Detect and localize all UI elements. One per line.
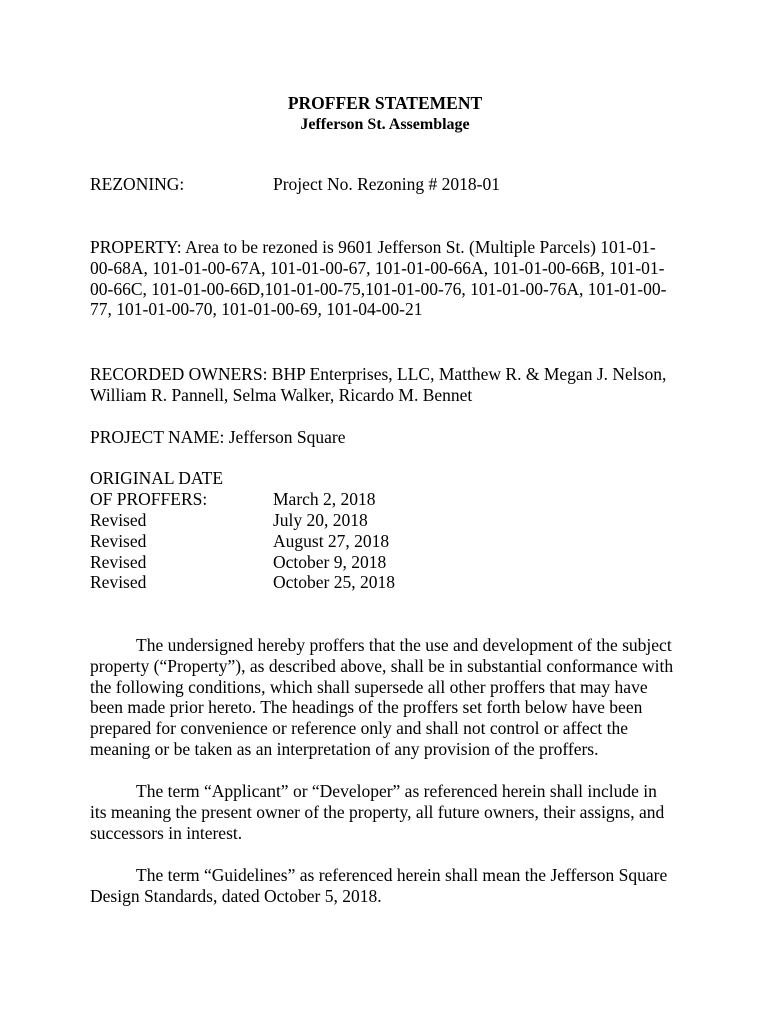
body-paragraph xyxy=(90,781,690,843)
date-row-label: Revised xyxy=(90,510,147,530)
body-paragraph xyxy=(90,635,690,760)
paragraph-line: its meaning the present owner of the property, all future owners, their assigns, and xyxy=(90,801,665,822)
paragraph-line: The term “Guidelines” as referenced herein shall mean the Jefferson Square xyxy=(136,865,668,885)
date-row-date: July 20, 2018 xyxy=(273,510,368,530)
property-line: 77, 101-01-00-70, 101-01-00-69, 101-04-00-21 xyxy=(90,299,423,320)
dates-heading: ORIGINAL DATE xyxy=(90,468,224,488)
project-name: PROJECT NAME: Jefferson Square xyxy=(90,427,346,447)
date-row-label: Revised xyxy=(90,572,147,592)
property-line: PROPERTY: Area to be rezoned is 9601 Jefferson St. (Multiple Parcels) 101-01- xyxy=(90,237,656,257)
rezoning-value: Project No. Rezoning # 2018-01 xyxy=(273,174,500,194)
paragraph-line: the following conditions, which shall supersede all other proffers that may have xyxy=(90,676,648,697)
paragraph-line: Design Standards, dated October 5, 2018. xyxy=(90,885,382,906)
paragraph-line: been made prior hereto. The headings of the proffers set forth below have been xyxy=(90,697,643,718)
owners-line: RECORDED OWNERS: BHP Enterprises, LLC, Matthew R. & Megan J. Nelson, xyxy=(90,364,667,384)
document-title: PROFFER STATEMENT xyxy=(287,93,483,113)
paragraph-line: The undersigned hereby proffers that the use and development of the subject xyxy=(136,635,672,655)
paragraph-line: prepared for convenience or reference only and shall not control or affect the xyxy=(90,718,629,739)
date-row-date: October 9, 2018 xyxy=(273,552,387,572)
paragraph-line: successors in interest. xyxy=(90,822,243,843)
date-row-label: Revised xyxy=(90,552,147,572)
property-line: 00-68A, 101-01-00-67A, 101-01-00-67, 101-01-00-66A, 101-01-00-66B, 101-01- xyxy=(90,257,665,278)
body-paragraph xyxy=(90,865,690,907)
date-row-label: OF PROFFERS: xyxy=(90,489,208,509)
property-line: 00-66C, 101-01-00-66D,101-01-00-75,101-01-00-76, 101-01-00-76A, 101-01-00- xyxy=(90,278,667,299)
date-row-date: October 25, 2018 xyxy=(273,572,395,592)
paragraph-line: The term “Applicant” or “Developer” as referenced herein shall include in xyxy=(136,781,657,801)
owners-section xyxy=(90,364,690,406)
paragraph-line: property (“Property”), as described above, shall be in substantial conformance with xyxy=(90,655,674,676)
document-subtitle: Jefferson St. Assemblage xyxy=(300,116,470,133)
date-row-label: Revised xyxy=(90,531,147,551)
paragraph-line: meaning or be taken as an interpretation of any provision of the proffers. xyxy=(90,738,599,759)
date-row-date: March 2, 2018 xyxy=(273,489,376,509)
rezoning-label: REZONING: xyxy=(90,174,185,194)
property-section xyxy=(90,237,690,320)
owners-line: William R. Pannell, Selma Walker, Ricardo M. Bennet xyxy=(90,384,473,405)
date-row-date: August 27, 2018 xyxy=(273,531,390,551)
